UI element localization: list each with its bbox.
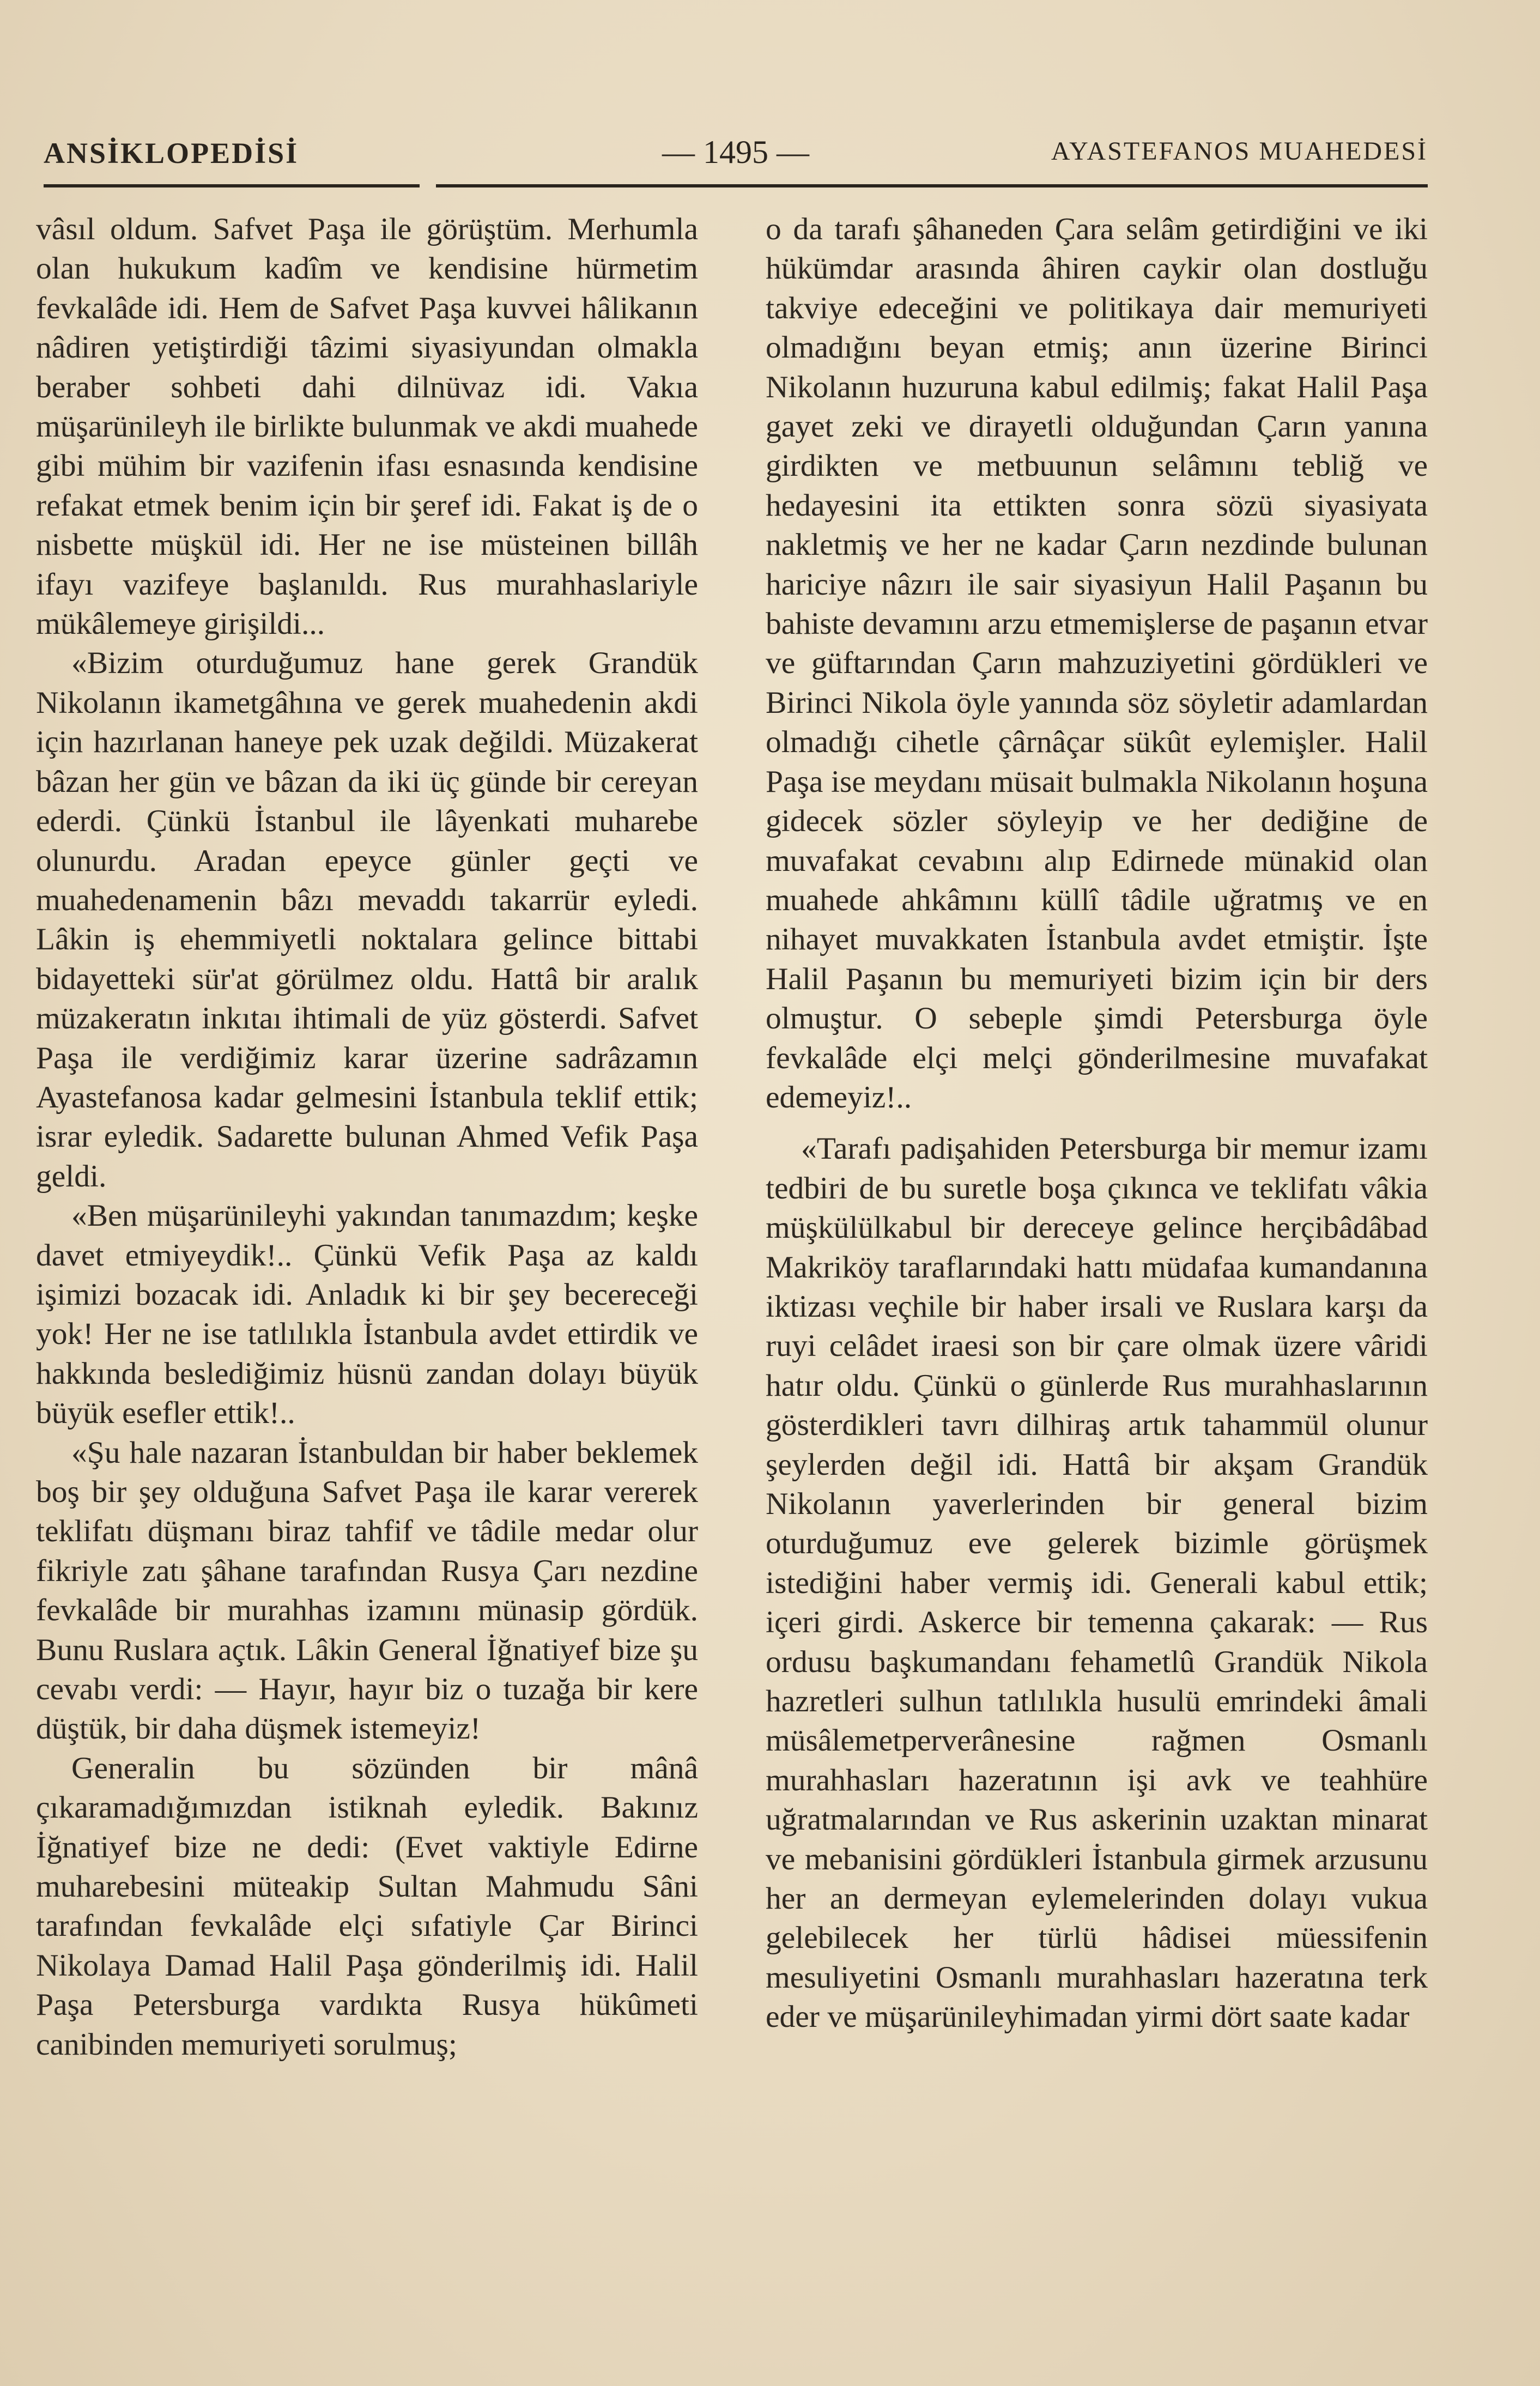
header-article-title: AYASTEFANOS MUAHEDESİ bbox=[1051, 137, 1428, 166]
paragraph: «Şu hale nazaran İstanbuldan bir haber beklemek boş bir şey olduğuna Safvet Paşa ile karar vererek teklifatı düşmanı biraz tahfif ve tâdile medar olur fikriyle zatı şâhane tarafından Rusya Çarı nezdine fevkalâde bir murahhas izamını münasip gördük. Bunu Ruslara açtık. Lâkin General İğnatiyef bize şu cevabı verdi: — Hayır, hayır biz o tuzağa bir kere düştük, bir daha düşmek istemeyiz! bbox=[36, 1435, 698, 1746]
page-number: — 1495 — bbox=[662, 134, 809, 170]
header-rule-right bbox=[436, 184, 1428, 187]
paragraph: «Tarafı padişahiden Petersburga bir memur izamı tedbiri de bu suretle boşa çıkınca ve teklifatı vâkia müşkülülkabul bir dereceye gelince herçibâdâbad Makriköy taraflarındaki hattı müdafaa kumandanına iktizası veçhile bir haber irsali ve Ruslara karşı da ruyi celâdet iraesi son bir çare olmak üzere vâridi hatır oldu. Çünkü o günlerde Rus murahhaslarının gösterdikleri tavrı dilhiraş artık tahammül olunur şeylerden değil idi. Hattâ bir akşam Grandük Nikolanın yaverlerinden bir general bizim oturduğumuz eve gelerek bizimle görüşmek istediğini haber vermiş idi. Generali kabul ettik; içeri girdi. Askerce bir temenna çakarak: — Rus ordusu başkumandanı fehametlû Grandük Nikola hazretleri sulhun tatlılıkla husulü emrindeki âmali müsâlemetperverânesine rağmen Osmanlı murahhasları hazeratının işi avk ve teahhüre uğratmalarından ve Rus askerinin uzaktan minarat ve mebanisini gördükleri İstanbula girmek arzusunu her an dermeyan eylemelerinden dolayı vukua gelebilecek her türlü hâdisei müessifenin mesuliyetini Osmanlı murahhasları hazeratına terk eder ve müşarünileyhimadan yirmi dört saate kadar bbox=[766, 1131, 1428, 2034]
page-header bbox=[44, 131, 1428, 180]
paragraph: vâsıl oldum. Safvet Paşa ile görüştüm. Merhumla olan hukukum kadîm ve kendisine hürmetim fevkalâde idi. Hem de Safvet Paşa kuvvei hâlikanın nâdiren yetiştirdiği tâzimi siyasiyundan olmakla beraber sohbeti dahi dilnüvaz idi. Vakıa müşarünileyh ile birlikte bulunmak ve akdi muahede gibi mühim bir vazifenin ifası esnasında kendisine refakat etmek benim için bir şeref idi. Fakat iş de o nisbette müşkül idi. Her ne ise müsteinen billâh ifayı vazifeye başlanıldı. Rus murahhaslariyle mükâlemeye girişildi... bbox=[36, 212, 698, 641]
left-column bbox=[36, 210, 698, 2064]
header-book-title: ANSİKLOPEDİSİ bbox=[44, 137, 299, 169]
paragraph: «Bizim oturduğumuz hane gerek Grandük Nikolanın ikametgâhına ve gerek muahedenin akdi için hazırlanan haneye pek uzak değildi. Müzakerat bâzan her gün ve bâzan da iki üç günde bir cereyan ederdi. Çünkü İstanbul ile lâyenkati muharebe olunurdu. Aradan epeyce günler geçti ve muahedenamenin bâzı mevaddı takarrür eyledi. Lâkin iş ehemmiyetli noktalara gelince bittabi bidayetteki sür'at görülmez oldu. Hattâ bir aralık müzakeratın inkıtaı ihtimali de yüz gösterdi. Safvet Paşa ile verdiğimiz karar üzerine sadrâzamın Ayastefanosa kadar gelmesini İstanbula teklif ettik; israr eyledik. Sadarette bulunan Ahmed Vefik Paşa geldi. bbox=[36, 646, 698, 1194]
right-column bbox=[766, 210, 1428, 2037]
header-rule-left bbox=[44, 184, 420, 187]
paragraph: o da tarafı şâhaneden Çara selâm getirdiğini ve iki hükümdar arasında âhiren caykir olan dostluğu takviye edeceğini ve politikaya dair memuriyeti olmadığını beyan etmiş; anın üzerine Birinci Nikolanın huzuruna kabul edilmiş; fakat Halil Paşa gayet zeki ve dirayetli olduğundan Çarın yanına girdikten ve metbuunun selâmını tebliğ ve hedayesini ita ettikten sonra sözü siyasiyata nakletmiş ve her ne kadar Çarın nezdinde bulunan hariciye nâzırı ile sair siyasiyun Halil Paşanın bu bahiste devamını arzu etmemişlerse de paşanın etvar ve güftarından Çarın mahzuziyetini gördükleri ve Birinci Nikola öyle yanında söz söyletir adamlardan olmadığı cihetle çârnâçar sükût eylemişler. Halil Paşa ise meydanı müsait bulmakla Nikolanın hoşuna gidecek sözler söyleyip ve her dediğine de muvafakat cevabını alıp Edirnede münakid olan muahede ahkâmını küllî tâdile uğratmış ve en nihayet muvakkaten İstanbula avdet etmiştir. İşte Halil Paşanın bu memuriyeti bizim için bir ders olmuştur. O sebeple şimdi Petersburga öyle fevkalâde elçi melçi gönderilmesine muvafakat edemeyiz!.. bbox=[766, 212, 1428, 1115]
paragraph: Generalin bu sözünden bir mânâ çıkaramadığımızdan istiknah eyledik. Bakınız İğnatiyef bize ne dedi: (Evet vaktiyle Edirne muharebesini müteakip Sultan Mahmudu Sâni tarafından fevkalâde elçi sıfatiyle Çar Birinci Nikolaya Damad Halil Paşa gönderilmiş idi. Halil Paşa Petersburga vardıkta Rusya hükûmeti canibinden memuriyeti sorulmuş; bbox=[36, 1751, 698, 2062]
paragraph: «Ben müşarünileyhi yakından tanımazdım; keşke davet etmiyeydik!.. Çünkü Vefik Paşa az kaldı işimizi bozacak idi. Anladık ki bir şey becereceği yok! Her ne ise tatlılıkla İstanbula avdet ettirdik ve hakkında beslediğimiz hüsnü zandan dolayı büyük büyük esefler ettik!.. bbox=[36, 1198, 698, 1431]
